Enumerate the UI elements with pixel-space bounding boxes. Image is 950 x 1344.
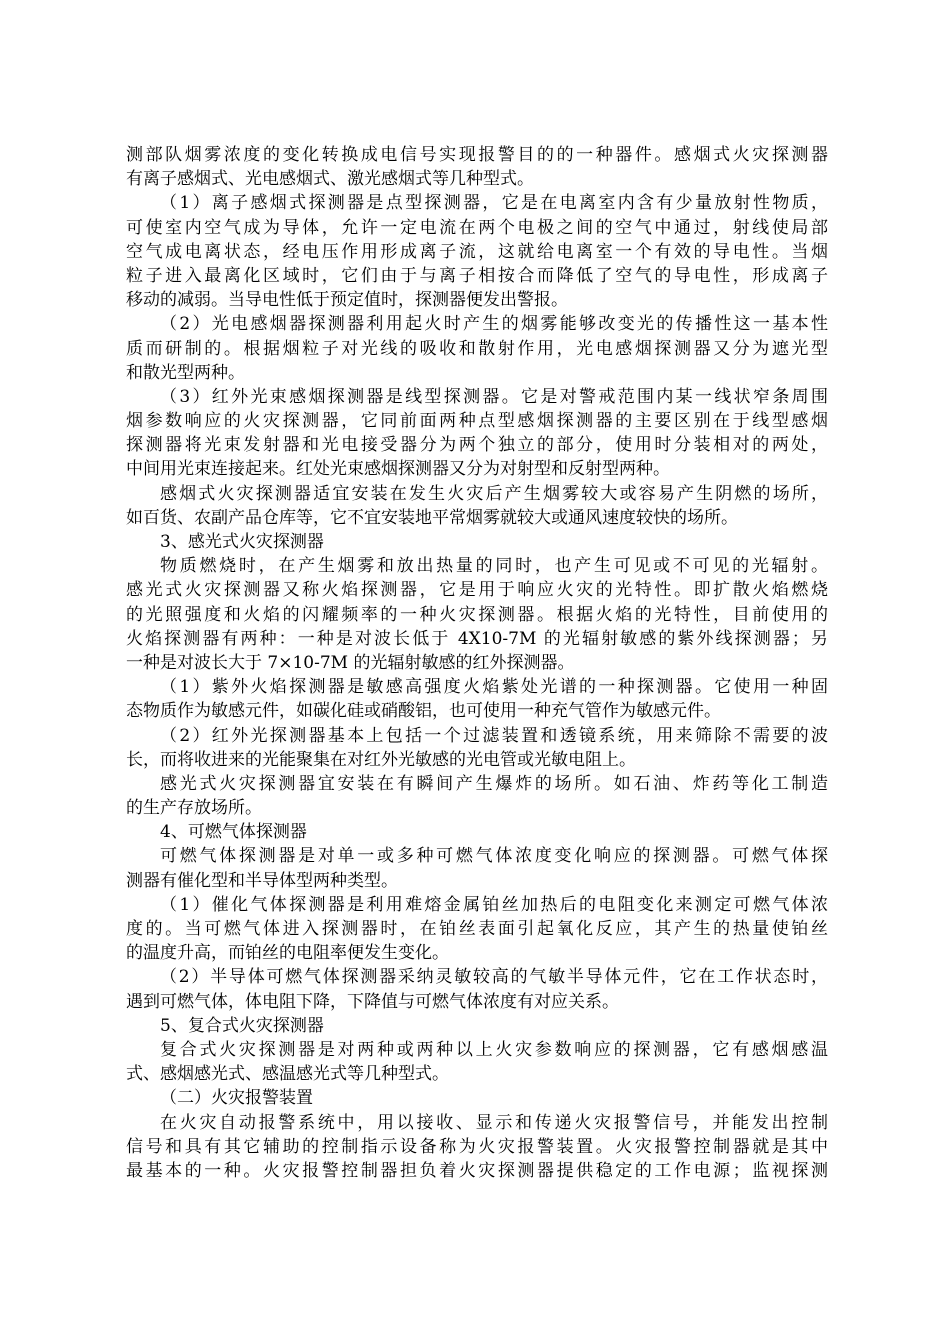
text-line: 感烟式火灾探测器适宜安装在发生火灾后产生烟雾较大或容易产生阴燃的场所， [160,483,828,504]
text-line: 测部队烟雾浓度的变化转换成电信号实现报警目的的一种器件。感烟式火灾探测器 [126,145,828,165]
text-line: （2）光电感烟器探测器利用起火时产生的烟雾能够改变光的传播性这一基本性 [160,314,828,335]
text-line: 感光式火灾探测器宜安装在有瞬间产生爆炸的场所。如石油、炸药等化工制造 [160,773,828,794]
text-line: 有离子感烟式、光电感烟式、激光感烟式等几种型式。 [126,169,534,190]
text-line: 粒子进入最离化区域时，它们由于与离子相按合而降低了空气的导电性，形成离子 [126,265,828,286]
document-body [126,143,828,1183]
text-line: 火焰探测器有两种：一种是对波长低于 4X10-7M 的光辐射敏感的紫外线探测器；另 [126,628,828,649]
text-line: 长，而将收进来的光能聚集在对红外光敏感的光电管或光敏电阻上。 [126,749,636,770]
text-line: 的光照强度和火焰的闪耀频率的一种火灾探测器。根据火焰的光特性，目前使用的 [126,604,828,625]
text-line: （1）紫外火焰探测器是敏感高强度火焰紫处光谱的一种探测器。它使用一种固 [160,677,828,698]
text-line: 质而研制的。根据烟粒子对光线的吸收和散射作用，光电感烟探测器又分为遮光型 [126,338,828,359]
text-line: （1）催化气体探测器是利用难熔金属铂丝加热后的电阻变化来测定可燃气体浓 [160,894,828,915]
text-line: 烟参数响应的火灾探测器，它同前面两种点型感烟探测器的主要区别在于线型感烟 [126,411,828,432]
text-line: 5、复合式火灾探测器 [160,1015,324,1036]
text-line: （2）半导体可燃气体探测器采纳灵敏较高的气敏半导体元件，它在工作状态时， [160,967,828,988]
text-line: 式、感烟感光式、感温感光式等几种型式。 [126,1064,449,1085]
text-line: 信号和具有其它辅助的控制指示设备称为火灾报警装置。火灾报警控制器就是其中 [126,1136,828,1157]
text-line: 测器有催化型和半导体型两种类型。 [126,870,398,891]
text-line: 空气成电离状态，经电压作用形成离子流，这就给电离室一个有效的导电性。当烟 [126,241,828,262]
text-line: 的生产存放场所。 [126,798,262,819]
text-line: 中间用光束连接起来。红处光束感烟探测器又分为对射型和反射型两种。 [126,459,670,480]
text-line: 的温度升高，而铂丝的电阻率便发生变化。 [126,943,449,964]
text-line: 如百货、农副产品仓库等，它不宜安装地平常烟雾就较大或通风速度较快的场所。 [126,507,738,528]
text-line: 一种是对波长大于 7×10-7M 的光辐射敏感的红外探测器。 [126,652,575,673]
text-line: 3、感光式火灾探测器 [160,532,324,552]
text-line: 4、可燃气体探测器 [160,822,307,843]
text-line: 物质燃烧时，在产生烟雾和放出热量的同时，也产生可见或不可见的光辐射。 [160,556,828,577]
text-line: 和散光型两种。 [126,362,245,383]
text-line: 移动的减弱。当导电性低于预定值时，探测器便发出警报。 [126,290,568,311]
text-line: 遇到可燃气体，体电阻下降，下降值与可燃气体浓度有对应关系。 [126,991,619,1012]
text-line: （3）红外光束感烟探测器是线型探测器。它是对警戒范围内某一线状窄条周围 [160,386,828,407]
text-line: 感光式火灾探测器又称火焰探测器，它是用于响应火灾的光特性。即扩散火焰燃烧 [126,580,828,601]
text-line: 可使室内空气成为导体，允许一定电流在两个电极之间的空气中通过，射线使局部 [126,217,828,238]
text-line: 最基本的一种。火灾报警控制器担负着火灾探测器提供稳定的工作电源；监视探测 [126,1160,828,1181]
text-line: （2）红外光探测器基本上包括一个过滤装置和透镜系统，用来筛除不需要的波 [160,725,828,746]
text-line: 度的。当可燃气体进入探测器时，在铂丝表面引起氧化反应，其产生的热量使铂丝 [126,919,828,939]
text-line: （二）火灾报警装置 [160,1088,313,1109]
text-line: 探测器将光束发射器和光电接受器分为两个独立的部分，使用时分装相对的两处， [126,435,828,456]
text-line: 复合式火灾探测器是对两种或两种以上火灾参数响应的探测器，它有感烟感温 [160,1039,828,1060]
text-line: 可燃气体探测器是对单一或多种可燃气体浓度变化响应的探测器。可燃气体探 [160,846,828,867]
text-line: 在火灾自动报警系统中，用以接收、显示和传递火灾报警信号，并能发出控制 [160,1112,828,1133]
text-line: （1）离子感烟式探测器是点型探测器，它是在电离室内含有少量放射性物质， [160,193,828,214]
text-line: 态物质作为敏感元件，如碳化硅或硝酸铝，也可使用一种充气管作为敏感元件。 [126,701,721,722]
